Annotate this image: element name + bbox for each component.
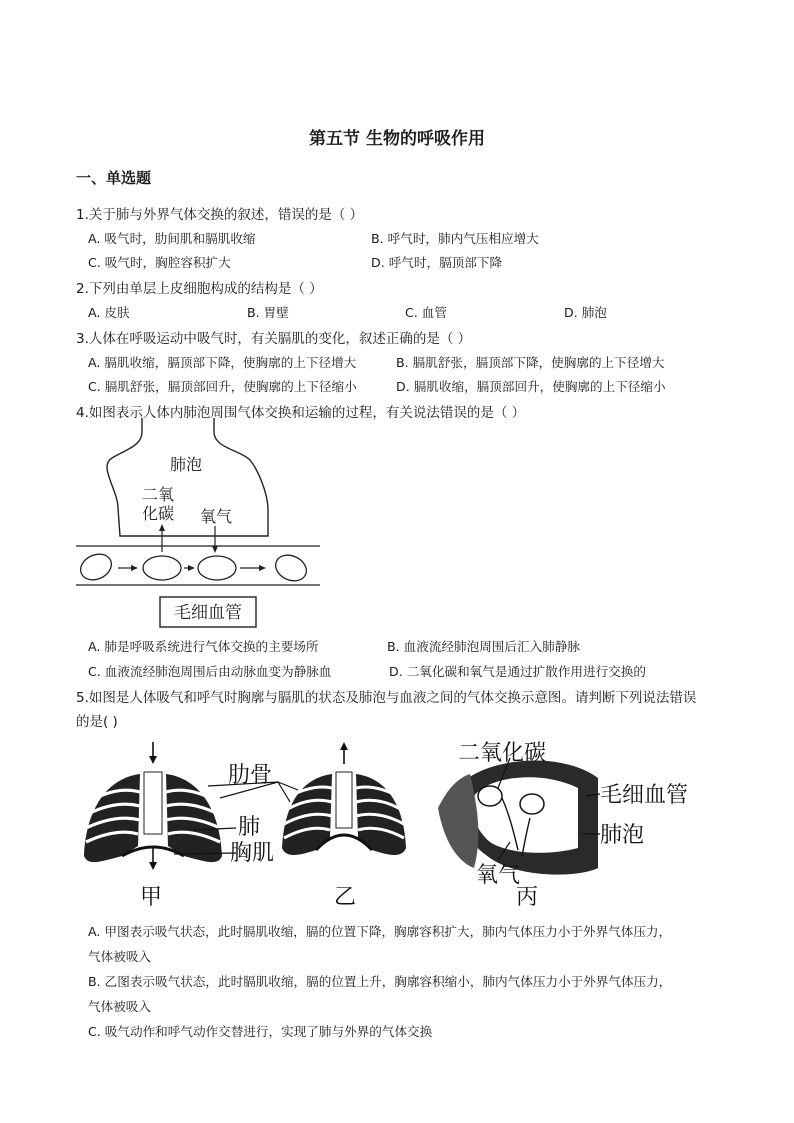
capillary-label: 毛细血管 [600,783,689,808]
diaphragm-label: 胸肌 [230,841,275,866]
q2-option-a: A. 皮肤 [88,305,130,320]
o2-label: 氧气 [476,863,521,888]
lung-label: 肺 [238,815,261,840]
question-5-stem-line1: 5.如图是人体吸气和呼气时胸廓与膈肌的状态及肺泡与血液之间的气体交换示意图。请判断下列说法错误 [76,690,697,706]
q3-option-a: A. 膈肌收缩，膈顶部下降，使胸廓的上下径增大 [88,355,357,370]
section-heading: 一、单选题 [76,169,152,187]
red-blood-cell [143,556,181,580]
question-4-stem: 4.如图表示人体内肺泡周围气体交换和运输的过程，有关说法错误的是（ ） [76,405,526,421]
q3-option-d: D. 膈肌收缩，膈顶部回升，使胸廓的上下径缩小 [396,379,666,394]
question-1-stem: 1.关于肺与外界气体交换的叙述，错误的是（ ） [76,207,364,223]
thorax-and-alveolus-figure [78,738,728,914]
q2-option-d: D. 肺泡 [564,305,607,320]
q1-option-a: A. 吸气时，肋间肌和膈肌收缩 [88,231,256,246]
figure-yi-label: 乙 [334,885,357,910]
figure-jia-label: 甲 [140,885,163,910]
q1-option-c: C. 吸气时，胸腔容积扩大 [88,255,231,270]
red-blood-cell [198,556,236,580]
page-title: 第五节 生物的呼吸作用 [309,129,485,149]
question-5-stem-line2: 的是( ) [76,714,118,730]
q4-option-d: D. 二氧化碳和氧气是通过扩散作用进行交换的 [389,664,646,679]
thorax-jia [84,742,222,870]
q5-option-b-line2: 气体被吸入 [88,999,151,1014]
co2-label: 二氧化碳 [458,741,547,766]
q5-option-b-line1: B. 乙图表示吸气状态，此时膈肌收缩，膈的位置上升，胸廓容积缩小，肺内气体压力小于外界气体压力， [88,974,672,989]
red-blood-cell [271,550,310,585]
alveolus-label: 肺泡 [600,823,645,848]
thorax-yi [282,742,406,855]
q5-option-a-line2: 气体被吸入 [88,949,151,964]
q5-option-c: C. 吸气动作和呼气动作交替进行，实现了肺与外界的气体交换 [88,1024,433,1039]
q2-option-b: B. 胃壁 [247,305,289,320]
rib-label: 肋骨 [228,763,273,788]
question-3-stem: 3.人体在呼吸运动中吸气时，有关膈肌的变化，叙述正确的是（ ） [76,331,472,347]
o2-label: 氧气 [200,507,233,526]
q3-option-c: C. 膈肌舒张，膈顶部回升，使胸廓的上下径缩小 [88,379,357,394]
q2-option-c: C. 血管 [405,305,447,320]
co2-label-line1: 二氧 [142,485,175,504]
co2-label-line2: 化碳 [142,504,175,523]
q4-option-c: C. 血液流经肺泡周围后由动脉血变为静脉血 [88,664,332,679]
q1-option-d: D. 呼气时，膈顶部下降 [371,255,503,270]
q3-option-b: B. 膈肌舒张，膈顶部下降，使胸廓的上下径增大 [396,355,665,370]
alveolus-outline [107,418,268,536]
q5-option-a-line1: A. 甲图表示吸气状态，此时膈肌收缩，膈的位置下降，胸廓容积扩大，肺内气体压力小于外界气体压力， [88,924,672,939]
question-2-stem: 2.下列由单层上皮细胞构成的结构是（ ） [76,281,323,297]
capillary-label: 毛细血管 [174,603,242,623]
alveolus-label: 肺泡 [170,455,203,474]
q4-option-b: B. 血液流经肺泡周围后汇入肺静脉 [387,639,580,654]
red-blood-cell [76,549,115,584]
figure-bing-label: 丙 [516,885,539,910]
alveolus-capillary-figure [70,418,325,630]
alveolus-bing [438,761,598,875]
q4-option-a: A. 肺是呼吸系统进行气体交换的主要场所 [88,639,319,654]
q1-option-b: B. 呼气时，肺内气压相应增大 [371,231,539,246]
